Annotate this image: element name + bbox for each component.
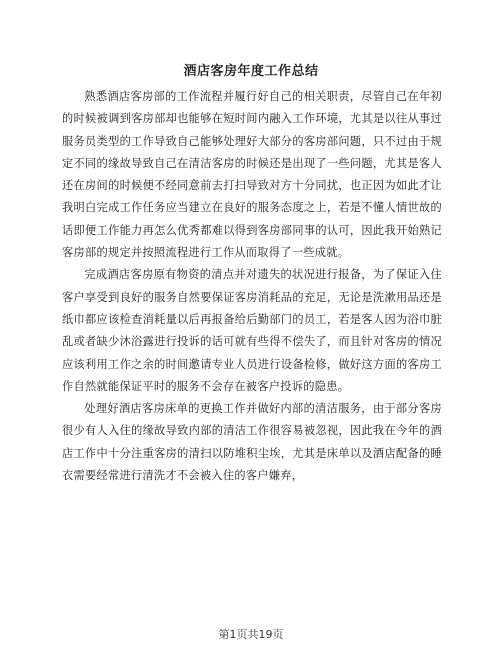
document-title: 酒店客房年度工作总结 — [183, 64, 319, 79]
paragraph-2: 完成酒店客房原有物资的清点并对遗失的状况进行报备，为了保证入住客户享受到良好的服务自然要保证客房消耗品的充足，无论是洗漱用品还是纸巾都应该检查消耗量以后再报备给后勤部门的员工，若是客人因为浴巾脏乱或者缺少沐浴露进行投诉的话可就有些得不偿失了，而且针对客房的情况应该利用工作之余的时间邀请专业人员进行设备检修，做好这方面的客房工作自然就能保证平时的服务不会存在被客户投诉的隐患。 — [62, 268, 442, 393]
page-number: 第1页共19页 — [218, 628, 284, 641]
paragraph-3: 处理好酒店客房床单的更换工作并做好内部的清洁服务，由于部分客房很少有人入住的缘故导致内部的清洁工作很容易被忽视，因此我在今年的酒店工作中十分注重客房的清扫以防堆积尘埃，尤其是床单以及酒店配备的睡衣需要经常进行清洗才不会被入住的客户嫌弃， — [62, 402, 442, 483]
paragraph-1: 熟悉酒店客房部的工作流程并履行好自己的相关职责，尽管自己在年初的时候被调到客房部却也能够在短时间内融入工作环境，尤其是以往从事过服务员类型的工作导致自己能够处理好大部分的客房部问题，只不过由于规定不同的缘故导致自己在清洁客房的时候还是出现了一些问题，尤其是客人还在房间的时候便不经同意前去打扫导致对方十分同扰，也正因为如此才让我明白完成工作任务应当建立在良好的服务态度之上，若是不懂人情世故的话即便工作能力再怎么优秀都难以得到客房部同事的认可，因此我开始熟记客房部的规定并按照流程进行工作从而取得了一些成就。 — [62, 90, 442, 260]
document-body — [62, 86, 442, 487]
